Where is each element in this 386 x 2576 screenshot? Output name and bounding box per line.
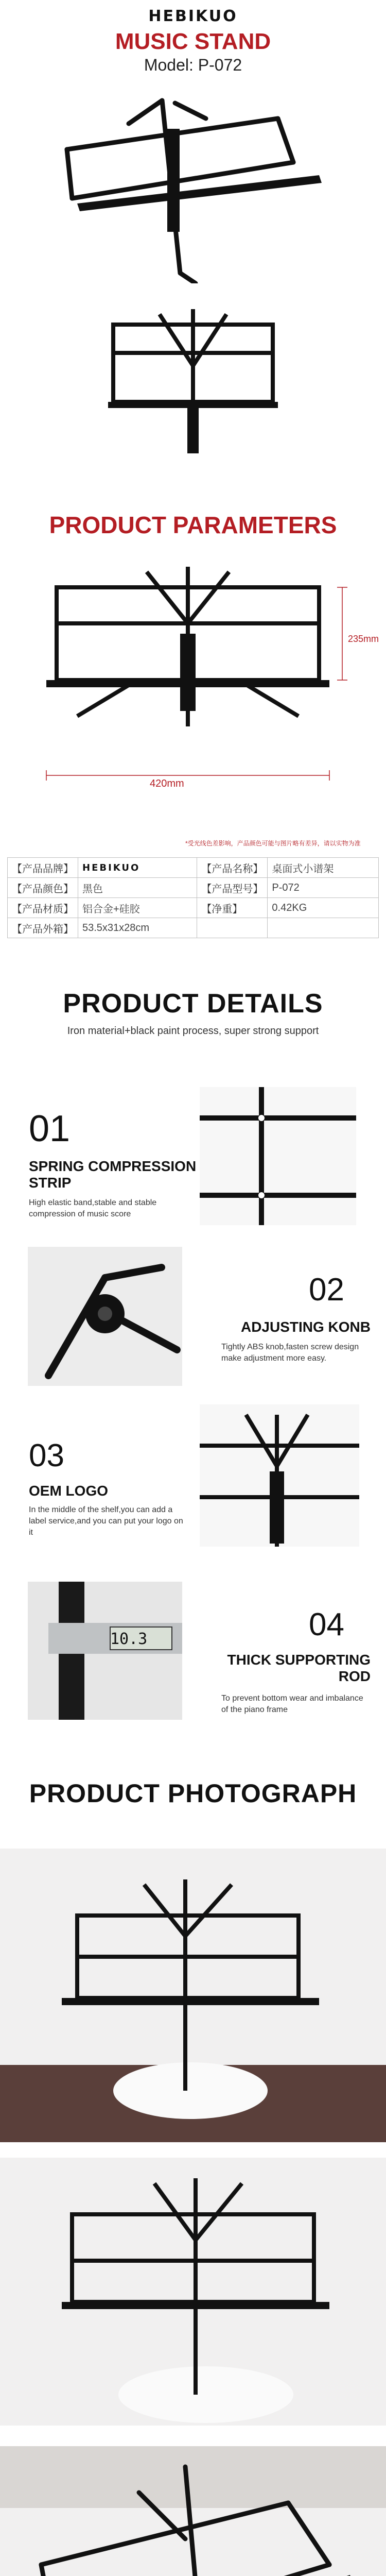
table-cell-value xyxy=(78,858,197,878)
params-stand-image xyxy=(31,551,360,799)
feature-number: 01 xyxy=(29,1108,71,1149)
feature-desc: To prevent bottom wear and imbalance of the piano frame xyxy=(221,1694,363,1714)
table-row xyxy=(8,898,379,918)
details-heading: PRODUCT DETAILS xyxy=(63,989,323,1019)
table-cell-value: 黑色 xyxy=(78,878,197,898)
front-stand-image xyxy=(103,304,283,459)
feature-title: SPRING COMPRESSION STRIP xyxy=(29,1158,197,1191)
product-photo-3 xyxy=(0,2446,386,2576)
brand-logo xyxy=(0,7,386,25)
height-dimension-label: 235mm xyxy=(348,634,379,644)
feature-number: 04 xyxy=(309,1607,344,1642)
table-cell-value: 53.5x31x28cm xyxy=(78,918,197,938)
product-photo-1 xyxy=(0,1849,386,2142)
photos-heading: PRODUCT PHOTOGRAPH xyxy=(29,1779,357,1808)
feature-title: OEM LOGO xyxy=(29,1483,108,1499)
details-subtitle: Iron material+black paint process, super strong support xyxy=(67,1025,319,1037)
table-row xyxy=(8,918,379,938)
feature-image-rod xyxy=(28,1582,182,1720)
table-cell-label: 【产品型号】 xyxy=(197,878,268,898)
brand-logo-text: HEBIKUO xyxy=(148,7,238,25)
feature-image-strip xyxy=(200,1087,356,1225)
table-cell-label: 【产品材质】 xyxy=(8,898,78,918)
feature-desc: In the middle of the shelf,you can add a label service,and you can put your logo on it xyxy=(29,1505,183,1537)
table-cell-label: 【产品名称】 xyxy=(197,858,268,878)
table-cell-label xyxy=(197,918,268,938)
feature-title: THICK SUPPORTING ROD xyxy=(227,1652,371,1684)
table-cell-label: 【产品品牌】 xyxy=(8,858,78,878)
table-cell-label: 【产品外箱】 xyxy=(8,918,78,938)
table-cell-value: P-072 xyxy=(268,878,379,898)
product-photo-2 xyxy=(0,2158,386,2426)
hero-stand-image xyxy=(51,88,340,283)
table-cell-value xyxy=(268,918,379,938)
color-note: *受光线色差影响，产品颜色可能与图片略有差异，请以实物为准 xyxy=(185,840,361,847)
table-cell-value: 铝合金+硅胶 xyxy=(78,898,197,918)
brand-logo-small: HEBIKUO xyxy=(82,862,141,873)
params-table xyxy=(7,857,379,938)
feature-image-logo xyxy=(200,1404,359,1547)
table-cell-label: 【产品颜色】 xyxy=(8,878,78,898)
feature-title: ADJUSTING KONB xyxy=(240,1319,371,1335)
hero-model: Model: P-072 xyxy=(144,56,242,74)
width-dimension-label: 420mm xyxy=(147,778,187,790)
feature-desc: High elastic band,stable and stable compression of music score xyxy=(29,1198,157,1218)
feature-desc: Tightly ABS knob,fasten screw design make adjustment more easy. xyxy=(221,1343,359,1363)
params-heading: PRODUCT PARAMETERS xyxy=(49,512,337,538)
table-cell-label: 【净重】 xyxy=(197,898,268,918)
table-cell-value: 桌面式小谱架 xyxy=(268,858,379,878)
table-row xyxy=(8,858,379,878)
feature-image-knob xyxy=(28,1247,182,1386)
hero-title: MUSIC STAND xyxy=(115,29,271,54)
feature-number: 03 xyxy=(29,1438,64,1473)
feature-number: 02 xyxy=(309,1272,344,1308)
caliper-reading: 10.3 xyxy=(110,1630,148,1648)
table-cell-value: 0.42KG xyxy=(268,898,379,918)
table-row xyxy=(8,878,379,898)
